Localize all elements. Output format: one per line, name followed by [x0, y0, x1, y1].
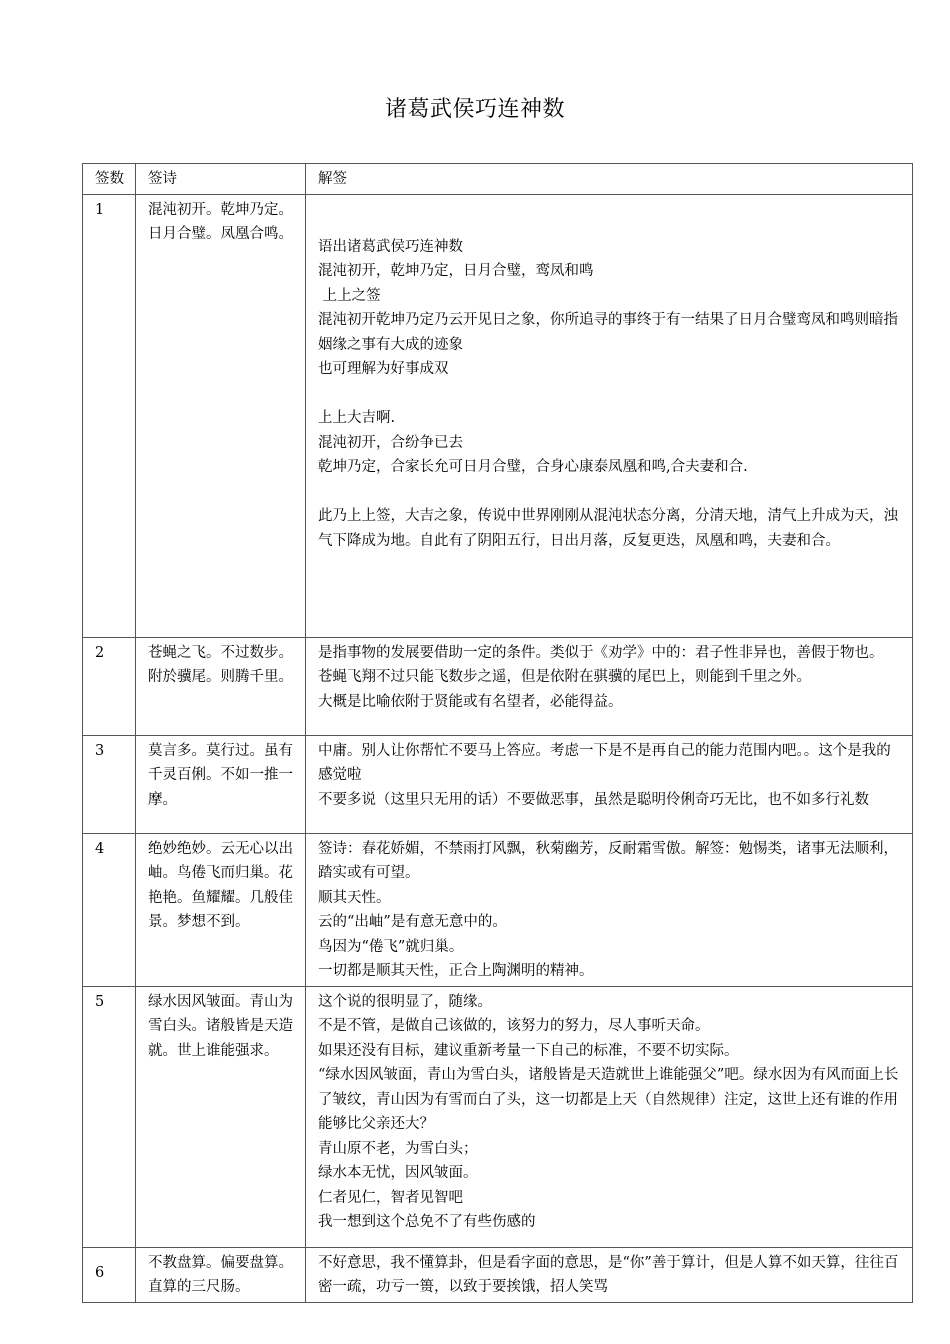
explanation-line: 混沌初开，乾坤乃定，日月合璧，鸾凤和鸣	[318, 263, 594, 279]
explanation-line: 一切都是顺其天性，正合上陶渊明的精神。	[318, 963, 594, 979]
lot-number: 1	[83, 194, 136, 637]
explanation-line: 上上之签	[318, 287, 381, 304]
document-title: 诸葛武侯巧连神数	[384, 97, 565, 122]
explanation-line: 不是不管，是做自己该做的，该努力的努力，尽人事听天命。	[318, 1018, 710, 1034]
explanation-line: 仁者见仁，智者见智吧	[318, 1189, 463, 1206]
lot-poem: 绿水因风皱面。青山为雪白头。诸般皆是天造就。世上谁能强求。	[136, 986, 306, 1247]
lot-number: 5	[83, 986, 136, 1247]
explanation-line: 上上大吉啊.	[318, 410, 396, 426]
table-row	[83, 833, 913, 986]
lot-explanation	[306, 833, 913, 986]
explanation-line: 中庸。别人让你帮忙不要马上答应。考虑一下是不是再自己的能力范围内吧。。这个是我的感觉啦	[318, 742, 891, 783]
lot-explanation	[306, 637, 913, 735]
lot-poem: 绝妙绝妙。云无心以出岫。鸟倦飞而归巢。花艳艳。鱼耀耀。几般佳景。梦想不到。	[136, 833, 306, 986]
explanation-line: 绿水本无忧，因风皱面。	[318, 1165, 478, 1181]
lot-explanation	[306, 1247, 913, 1302]
explanation-line: 鸟因为“倦飞”就归巢。	[318, 938, 464, 955]
explanation-line: 顺其天性。	[318, 889, 391, 906]
explanation-line: 混沌初开，合纷争已去	[318, 434, 463, 451]
header-poem: 签诗	[136, 164, 306, 195]
lot-explanation	[306, 986, 913, 1247]
blank-line	[318, 382, 904, 407]
table-row	[83, 637, 913, 735]
table-row	[83, 986, 913, 1247]
explanation-line: 混沌初开乾坤乃定乃云开见日之象，你所追寻的事终于有一结果了日月合璧鸾凤和鸣则暗指姻缘之事有大成的迹象	[318, 312, 898, 353]
header-explanation: 解签	[306, 164, 913, 195]
lot-explanation	[306, 735, 913, 833]
header-number: 签数	[83, 164, 136, 195]
explanation-line: 苍蝇飞翔不过只能飞数步之遥，但是依附在骐骥的尾巴上，则能到千里之外。	[318, 669, 811, 685]
explanation-line: 此乃上上签，大吉之象，传说中世界刚刚从混沌状态分离，分清天地，清气上升成为天，浊气下降成为地。自此有了阴阳五行，日出月落，反复更迭，凤凰和鸣，夫妻和合。	[318, 508, 898, 549]
blank-line	[318, 480, 904, 505]
fortune-lots-table	[82, 163, 913, 1303]
lot-number: 2	[83, 637, 136, 735]
table-row	[83, 1247, 913, 1302]
explanation-line: 不要多说（这里只无用的话）不要做恶事，虽然是聪明伶俐奇巧无比，也不如多行礼数	[318, 791, 869, 808]
explanation-line: 乾坤乃定，合家长允可日月合璧，合身心康泰凤凰和鸣,合夫妻和合.	[318, 459, 748, 475]
explanation-line: 云的“出岫”是有意无意中的。	[318, 914, 507, 930]
explanation-line: 签诗：春花娇媚，不禁雨打风飘，秋菊幽芳，反耐霜雪傲。解签：勉惕类，诸事无法顺利，踏实或有可望。	[318, 840, 898, 881]
table-row	[83, 735, 913, 833]
lot-poem: 苍蝇之飞。不过数步。附於骥尾。则腾千里。	[136, 637, 306, 735]
lot-explanation	[306, 194, 913, 637]
explanation-line: 不好意思，我不懂算卦，但是看字面的意思，是“你”善于算计，但是人算不如天算，往往百密一疏，功亏一篑，以致于要挨饿，招人笑骂	[318, 1254, 899, 1295]
table-row	[83, 194, 913, 637]
explanation-line: 也可理解为好事成双	[318, 361, 449, 377]
explanation-line: “绿水因风皱面，青山为雪白头，诸般皆是天造就世上谁能强父”吧。绿水因为有风而面上长了皱纹，青山因为有雪而白了头，这一切都是上天（自然规律）注定，这世上还有谁的作用能够比父亲还大？	[318, 1067, 899, 1132]
explanation-line: 我一想到这个总免不了有些伤感的	[318, 1214, 536, 1230]
explanation-line: 这个说的很明显了，随缘。	[318, 993, 492, 1010]
explanation-line: 语出诸葛武侯巧连神数	[318, 238, 463, 255]
lot-poem: 不教盘算。偏要盘算。直算的三尺肠。	[136, 1247, 306, 1302]
table-header-row	[83, 164, 913, 195]
lot-number: 6	[83, 1247, 136, 1302]
lot-poem: 混沌初开。乾坤乃定。日月合璧。凤凰合鸣。	[136, 194, 306, 637]
explanation-line: 大概是比喻依附于贤能或有名望者，必能得益。	[318, 693, 623, 710]
lot-number: 4	[83, 833, 136, 986]
lot-poem: 莫言多。莫行过。虽有千灵百俐。不如一推一摩。	[136, 735, 306, 833]
explanation-line: 如果还没有目标，建议重新考量一下自己的标准，不要不切实际。	[318, 1042, 739, 1059]
explanation-line: 是指事物的发展要借助一定的条件。类似于《劝学》中的：君子性非异也，善假于物也。	[318, 644, 884, 661]
explanation-line: 青山原不老，为雪白头；	[318, 1140, 478, 1157]
lot-number: 3	[83, 735, 136, 833]
